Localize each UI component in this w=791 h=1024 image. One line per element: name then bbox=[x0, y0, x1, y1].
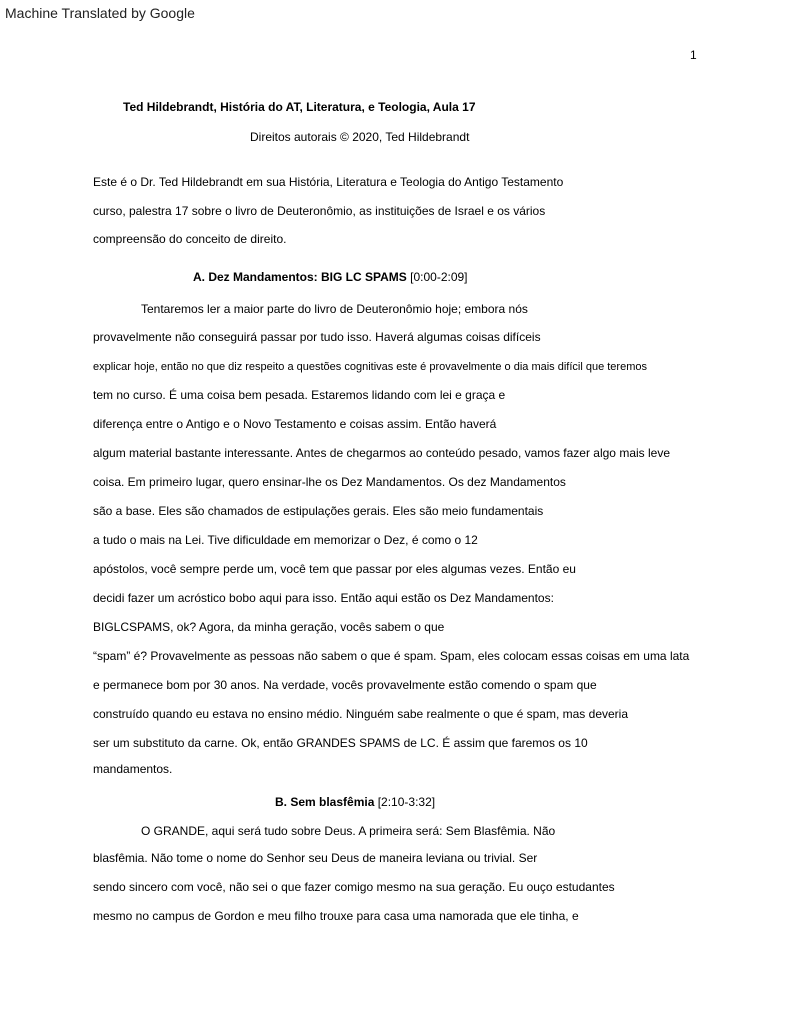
intro-line: compreensão do conceito de direito. bbox=[93, 232, 287, 246]
page-number: 1 bbox=[690, 48, 697, 62]
section-b-heading bbox=[275, 795, 435, 809]
paragraph-line: apóstolos, você sempre perde um, você tem que passar por eles algumas vezes. Então eu bbox=[93, 562, 576, 576]
machine-translated-banner: Machine Translated by Google bbox=[5, 5, 195, 21]
section-a-timestamp: [0:00-2:09] bbox=[406, 270, 468, 284]
paragraph-line: mesmo no campus de Gordon e meu filho trouxe para casa uma namorada que ele tinha, e bbox=[93, 909, 579, 923]
paragraph-line: algum material bastante interessante. Antes de chegarmos ao conteúdo pesado, vamos fazer algo mais leve bbox=[93, 446, 671, 460]
paragraph-line: construído quando eu estava no ensino médio. Ninguém sabe realmente o que é spam, mas deveria bbox=[93, 707, 628, 721]
section-a-title: A. Dez Mandamentos: BIG LC SPAMS bbox=[193, 270, 407, 284]
paragraph-line: blasfêmia. Não tome o nome do Senhor seu Deus de maneira leviana ou trivial. Ser bbox=[93, 851, 538, 865]
paragraph-line: decidi fazer um acróstico bobo aqui para isso. Então aqui estão os Dez Mandamentos: bbox=[93, 591, 554, 605]
paragraph-line: provavelmente não conseguirá passar por tudo isso. Haverá algumas coisas difíceis bbox=[93, 330, 541, 344]
paragraph-line: tem no curso. É uma coisa bem pesada. Estaremos lidando com lei e graça e bbox=[93, 388, 506, 402]
section-b-title: B. Sem blasfêmia bbox=[275, 795, 375, 809]
paragraph-line: Tentaremos ler a maior parte do livro de Deuteronômio hoje; embora nós bbox=[141, 302, 528, 316]
paragraph-line: coisa. Em primeiro lugar, quero ensinar-lhe os Dez Mandamentos. Os dez Mandamentos bbox=[93, 475, 566, 489]
paragraph-line: sendo sincero com você, não sei o que fazer comigo mesmo na sua geração. Eu ouço estudantes bbox=[93, 880, 615, 894]
section-b-timestamp: [2:10-3:32] bbox=[374, 795, 436, 809]
paragraph-line: “spam” é? Provavelmente as pessoas não sabem o que é spam. Spam, eles colocam essas coisas em uma lata bbox=[93, 649, 690, 663]
paragraph-line: ser um substituto da carne. Ok, então GRANDES SPAMS de LC. É assim que faremos os 10 bbox=[93, 736, 588, 750]
paragraph-line: são a base. Eles são chamados de estipulações gerais. Eles são meio fundamentais bbox=[93, 504, 544, 518]
copyright-line: Direitos autorais © 2020, Ted Hildebrandt bbox=[250, 130, 470, 144]
paragraph-line: a tudo o mais na Lei. Tive dificuldade em memorizar o Dez, é como o 12 bbox=[93, 533, 478, 547]
paragraph-line: explicar hoje, então no que diz respeito a questões cognitivas este é provavelmente o dia mais difícil que teremos bbox=[93, 361, 647, 373]
paragraph-line: diferença entre o Antigo e o Novo Testamento e coisas assim. Então haverá bbox=[93, 417, 497, 431]
intro-line: curso, palestra 17 sobre o livro de Deuteronômio, as instituições de Israel e os vários bbox=[93, 204, 546, 218]
section-a-heading bbox=[193, 270, 468, 284]
paragraph-line: BIGLCSPAMS, ok? Agora, da minha geração, vocês sabem o que bbox=[93, 620, 445, 634]
intro-line: Este é o Dr. Ted Hildebrandt em sua História, Literatura e Teologia do Antigo Testamento bbox=[93, 175, 564, 189]
paragraph-line: O GRANDE, aqui será tudo sobre Deus. A primeira será: Sem Blasfêmia. Não bbox=[141, 824, 556, 838]
paragraph-line: e permanece bom por 30 anos. Na verdade, vocês provavelmente estão comendo o spam que bbox=[93, 678, 597, 692]
document-title: Ted Hildebrandt, História do AT, Literatura, e Teologia, Aula 17 bbox=[123, 100, 476, 114]
paragraph-line: mandamentos. bbox=[93, 762, 173, 776]
